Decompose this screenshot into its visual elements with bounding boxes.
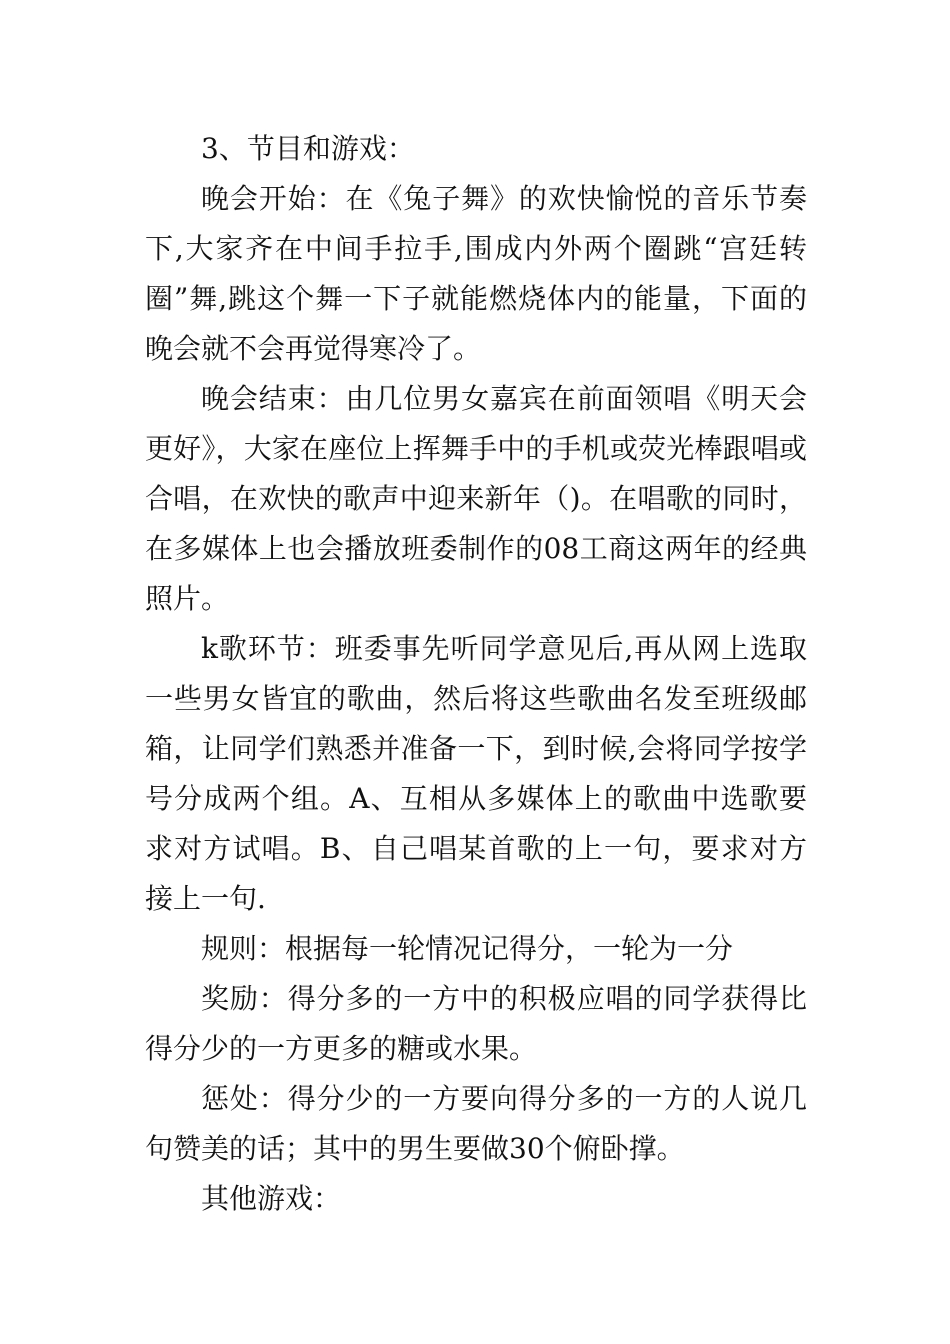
paragraph-karaoke: k歌环节：班委事先听同学意见后,再从网上选取一些男女皆宜的歌曲，然后将这些歌曲名发至班级邮箱，让同学们熟悉并准备一下，到时候,会将同学按学号分成两个组。A、互相从多媒体上的歌曲中选歌要求对方试唱。B、自己唱某首歌的上一句，要求对方接上一句. bbox=[145, 632, 807, 915]
paragraph-ending: 晚会结束：由几位男女嘉宾在前面领唱《明天会更好》，大家在座位上挥舞手中的手机或荧光棒跟唱或合唱，在欢快的歌声中迎来新年（)。在唱歌的同时，在多媒体上也会播放班委制作的08工商这两年的经典照片。 bbox=[145, 382, 807, 615]
paragraph-rules: 规则：根据每一轮情况记得分，一轮为一分 bbox=[201, 932, 734, 965]
section-heading: 3、节目和游戏： bbox=[201, 132, 415, 165]
paragraph-penalty: 惩处：得分少的一方要向得分多的一方的人说几句赞美的话；其中的男生要做30个俯卧撑。 bbox=[145, 1082, 807, 1165]
paragraph-opening: 晚会开始：在《兔子舞》的欢快愉悦的音乐节奏下,大家齐在中间手拉手,围成内外两个圈跳“宫廷转圈”舞,跳这个舞一下子就能燃烧体内的能量，下面的晚会就不会再觉得寒冷了。 bbox=[145, 182, 807, 365]
paragraph-other-games: 其他游戏： bbox=[201, 1182, 342, 1215]
document-body bbox=[145, 124, 807, 1224]
paragraph-rewards: 奖励：得分多的一方中的积极应唱的同学获得比得分少的一方更多的糖或水果。 bbox=[145, 982, 807, 1065]
